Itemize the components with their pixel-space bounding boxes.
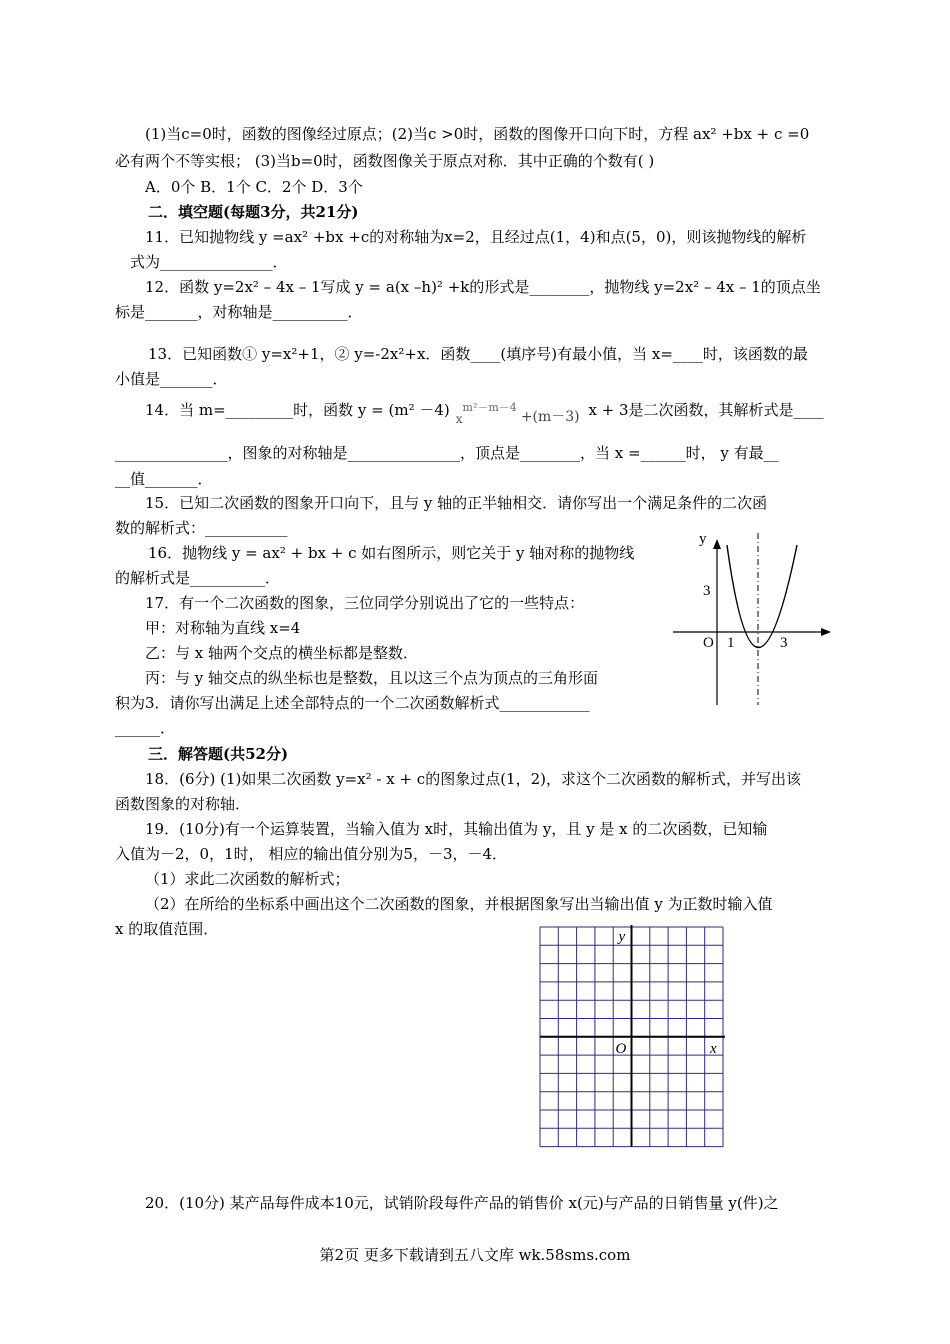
q19-line2: 入值为－2，0，1时， 相应的输出值分别为5，－3，－4．: [115, 845, 508, 863]
coordinate-grid: [535, 922, 730, 1152]
grid-x-label: x: [710, 1040, 717, 1057]
q12-line1: 12．函数 y=2x² – 4x – 1写成 y = a(x –h)² +k的形式是________，抛物线 y=2x² – 4x – 1的顶点坐: [145, 278, 821, 296]
parabola-x1-label: 1: [727, 635, 735, 651]
grid-y-label: y: [618, 929, 626, 945]
q16-line1: 16．抛物线 y = ax² + bx + c 如右图所示，则它关于 y 轴对称的抛物线: [148, 544, 635, 562]
section2-title: 二．填空题(每题3分，共21分): [148, 203, 359, 221]
parabola-x3-label: 3: [780, 635, 788, 651]
q20-line1: 20．(10分) 某产品每件成本10元，试销阶段每件产品的销售价 x(元)与产品的日销售量 y(件)之: [145, 1194, 779, 1212]
q17-line6: ______．: [115, 719, 176, 737]
q10-line1: (1)当c=0时，函数的图像经过原点；(2)当c >0时，函数的图像开口向下时，方程 ax² +bx + c =0: [145, 125, 810, 143]
q11-line1: 11．已知抛物线 y =ax² +bx +c的对称轴为x=2，且经过点(1，4)和点(5，0)，则该抛物线的解析: [145, 228, 807, 246]
parabola-x-arrow: [821, 628, 831, 636]
q19-line3: （1）求此二次函数的解析式；: [145, 870, 350, 888]
q10-options: A．0个 B．1个 C．2个 D．3个: [145, 178, 363, 196]
q17-line4: 丙：与 y 轴交点的纵坐标也是整数，且以这三个点为顶点的三角形面: [145, 669, 599, 687]
q17-line2: 甲：对称轴为直线 x=4: [145, 619, 301, 637]
q14-exponent: m²－m－4: [462, 401, 517, 414]
q14-term: +(m－3): [520, 409, 580, 425]
q19-line5: x 的取值范围．: [115, 920, 219, 938]
section3-title: 三．解答题(共52分): [148, 745, 289, 763]
q18-line2: 函数图象的对称轴．: [115, 795, 251, 813]
q15-line1: 15．已知二次函数的图象开口向下，且与 y 轴的正半轴相交．请你写出一个满足条件的二次函: [145, 494, 768, 512]
q12-line2: 标是_______，对称轴是__________．: [115, 303, 363, 321]
parabola-y-arrow: [713, 539, 721, 549]
grid-origin-label: O: [615, 1040, 627, 1057]
q17-line1: 17．有一个二次函数的图象，三位同学分别说出了它的一些特点：: [145, 594, 585, 612]
q14-line1: [145, 397, 824, 426]
q14-line2: _______________，图象的对称轴是_______________，顶点是________，当 x =______时， y 有最__: [115, 444, 779, 462]
q14-exponent-base: x: [455, 412, 463, 426]
q14-line1c: x + 3是二次函数，其解析式是____: [588, 401, 824, 419]
parabola-y-label: y: [699, 531, 707, 547]
q16-line2: 的解析式是__________．: [115, 569, 281, 587]
q18-line1: 18．(6分) (1)如果二次函数 y=x² - x + c的图象过点(1，2)，求这个二次函数的解析式，并写出该: [145, 770, 801, 788]
q13-line2: 小值是_______．: [115, 370, 228, 388]
q19-line4: （2）在所给的坐标系中画出这个二次函数的图象，并根据图象写出当输出值 y 为正数时输入值: [145, 895, 773, 913]
q13-line1: 13．已知函数① y=x²+1，② y=-2x²+x．函数____(填序号)有最小值，当 x=____时，该函数的最: [148, 345, 808, 363]
q17-line5: 积为3．请你写出满足上述全部特点的一个二次函数解析式____________: [115, 694, 590, 712]
parabola-y3-label: 3: [703, 583, 711, 599]
q11-line2: 式为_______________．: [130, 253, 288, 271]
parabola-origin-label: O: [703, 635, 714, 651]
page-footer: 第2页 更多下载请到五八文库 wk.58sms.com: [319, 1246, 631, 1264]
q17-line3: 乙：与 x 轴两个交点的横坐标都是整数．: [145, 644, 418, 662]
q10-line2: 必有两个不等实根； (3)当b=0时，函数图像关于原点对称．其中正确的个数有( ): [115, 152, 655, 170]
q14-line1a: 14．当 m=_________时，函数 y = (m² －4): [145, 401, 450, 419]
q14-line3: __值_______．: [115, 470, 213, 488]
parabola-graph: [665, 525, 840, 710]
q15-line2: 数的解析式：___________: [115, 519, 288, 537]
q19-line1: 19．(10分)有一个运算装置，当输入值为 x时，其输出值为 y，且 y 是 x 的二次函数，已知输: [145, 820, 768, 838]
